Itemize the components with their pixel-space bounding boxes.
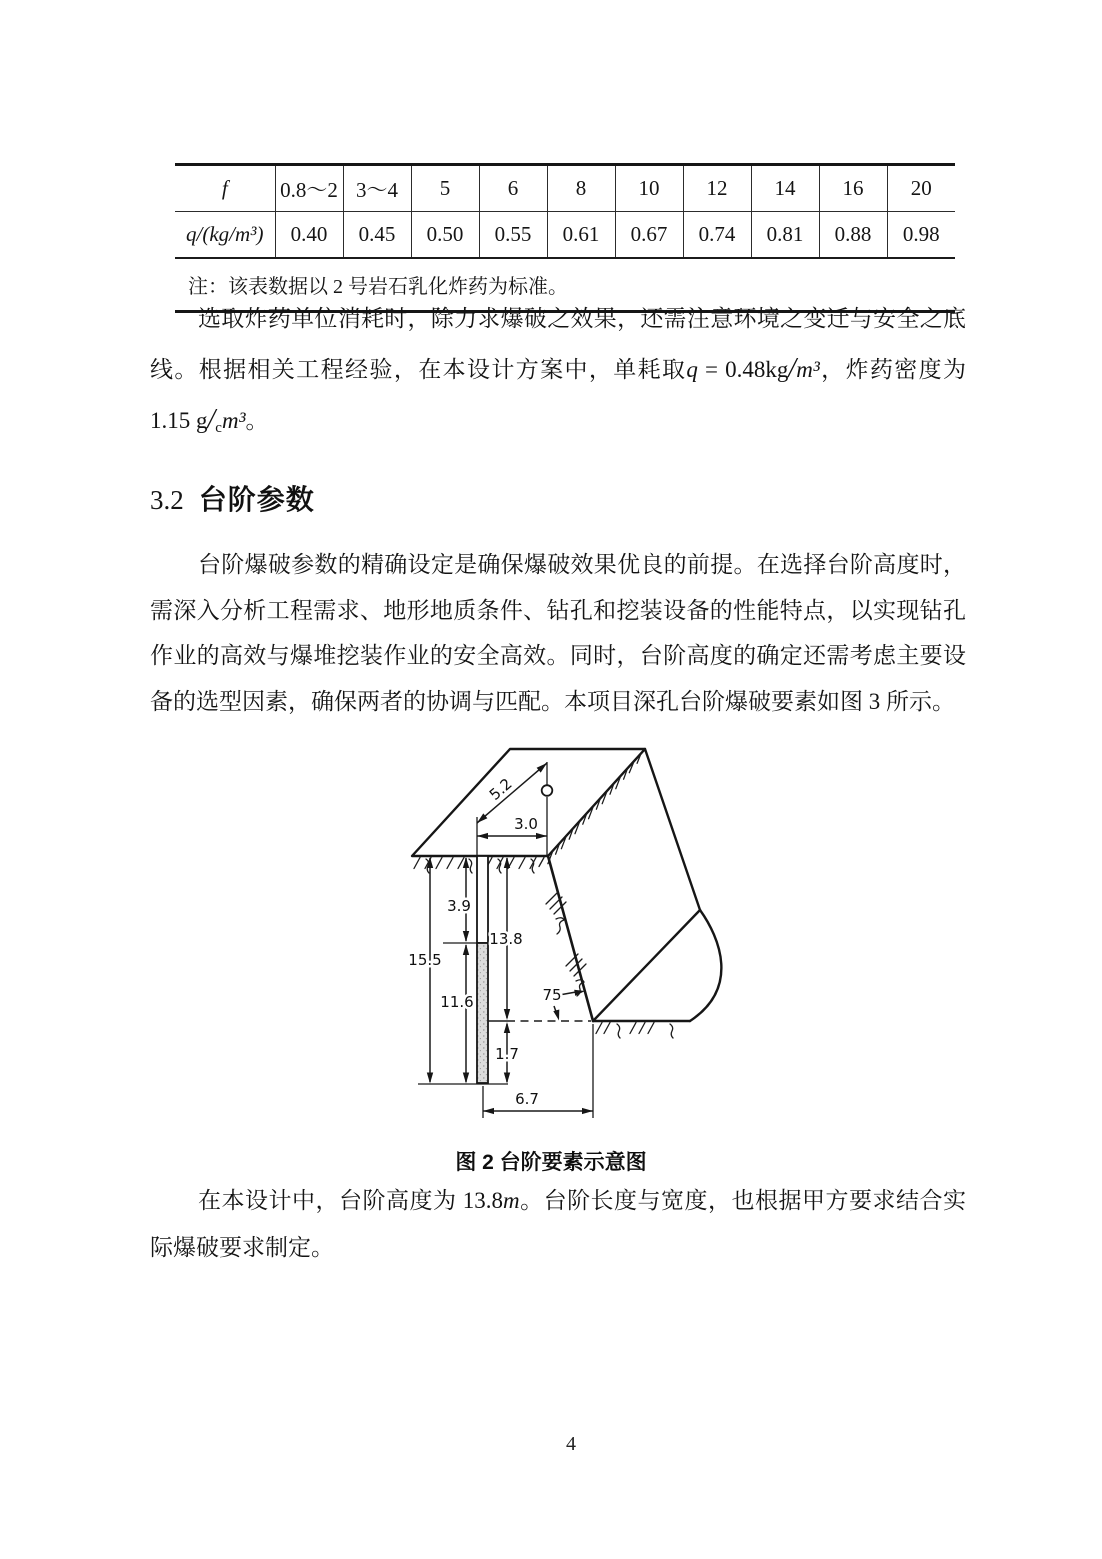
unit-g: g: [196, 408, 208, 433]
p1-mid: ，炸药密度为 1.15: [150, 357, 967, 433]
dim-spacing-label: 5.2: [485, 774, 516, 804]
paragraph-bench-parameters: 台阶爆破参数的精确设定是确保爆破效果优良的前提。在选择台阶高度时，需深入分析工程需求、地形地质条件、钻孔和挖装设备的性能特点，以实现钻孔作业的高效与爆堆挖装作业的安全高效。同时，台阶高度的确定还需考虑主要设备的选型因素，确保两者的协调与匹配。本项目深孔台阶爆破要素如图 3 所示。: [150, 552, 966, 714]
bench-outline: [412, 749, 721, 1021]
data-cell: 0.40: [275, 212, 343, 259]
row-label-q: q/(kg/m³): [175, 212, 275, 259]
stemming-column: [477, 856, 488, 943]
dim-stemming-label: 3.9: [447, 897, 471, 915]
variable-q: q: [686, 357, 698, 382]
unit-m3: m³: [221, 408, 246, 433]
dim-stemming: [447, 857, 471, 942]
explosive-consumption-table: [175, 163, 955, 313]
dim-charge-length: [440, 944, 473, 1084]
p3-post: 。台阶长度与宽度，也根据甲方要求结合实际爆破要求制定。: [150, 1188, 967, 1260]
data-cell: 0.50: [411, 212, 479, 259]
paragraph-bench-height: [150, 1177, 966, 1271]
dim-toe-distance: [483, 1090, 593, 1114]
data-cell: 0.81: [751, 212, 819, 259]
figure-caption: 图 2 台阶要素示意图: [455, 1151, 647, 1174]
p1-equals: = 0.48: [697, 357, 766, 382]
table-note: 注：该表数据以 2 号岩石乳化炸药为标准。: [188, 276, 568, 298]
unit-c-sub: c: [215, 420, 222, 436]
data-cell: 0.61: [547, 212, 615, 259]
dim-burden-label: 3.0: [514, 815, 538, 833]
p3-pre: 在本设计中，台阶高度为 13.8: [198, 1188, 503, 1213]
data-cell: 0.45: [343, 212, 411, 259]
header-cell: 20: [887, 165, 955, 212]
dim-hole-depth: [408, 857, 441, 1084]
unit-kg: kg: [765, 357, 789, 382]
slope-angle-annotation: [542, 986, 585, 1021]
bench-blasting-diagram: [380, 728, 760, 1148]
header-cell: 5: [411, 165, 479, 212]
data-cell: 0.98: [887, 212, 955, 259]
page-number: 4: [566, 1433, 576, 1455]
p1-text: 选取炸药单位消耗时，除力求爆破之效果，还需注意环境之变迁与安全之底线。根据相关工程经验，在本设计方案中，单耗取: [150, 306, 966, 382]
dim-subdrill: [495, 1022, 519, 1084]
unit-m: m: [502, 1188, 520, 1213]
fraction-slash: /: [207, 404, 216, 435]
header-cell: 8: [547, 165, 615, 212]
header-cell: 10: [615, 165, 683, 212]
adjacent-hole-circle: [542, 785, 553, 796]
p1-end: 。: [245, 408, 269, 433]
dim-toe-distance-label: 6.7: [515, 1090, 539, 1108]
header-cell: 16: [819, 165, 887, 212]
data-cell: 0.67: [615, 212, 683, 259]
data-cell: 0.74: [683, 212, 751, 259]
dim-subdrill-label: 1.7: [495, 1045, 519, 1063]
section-title: 台阶参数: [198, 484, 315, 515]
header-cell: 3～4: [343, 165, 411, 212]
slope-joint-marks: [546, 892, 586, 996]
dim-bench-height: [489, 857, 522, 1020]
header-cell: 0.8～2: [275, 165, 343, 212]
section-heading: [150, 478, 315, 518]
dim-charge-length-label: 11.6: [440, 993, 474, 1011]
borehole: [477, 856, 488, 1083]
table-data-row: [175, 212, 955, 259]
table-header-row: [175, 165, 955, 212]
dim-hole-depth-label: 15.5: [408, 951, 442, 969]
dim-burden: [477, 815, 547, 839]
header-cell: 12: [683, 165, 751, 212]
dim-bench-height-label: 13.8: [489, 930, 523, 948]
header-cell-f: f: [175, 165, 275, 212]
paragraph-unit-consumption: [150, 293, 966, 454]
header-cell: 6: [479, 165, 547, 212]
data-cell: 0.55: [479, 212, 547, 259]
slope-angle-label: 75: [542, 986, 562, 1004]
header-cell: 14: [751, 165, 819, 212]
data-cell: 0.88: [819, 212, 887, 259]
section-number: 3.2: [150, 485, 184, 515]
charge-column: [477, 943, 488, 1083]
fraction-slash: /: [788, 353, 797, 384]
unit-m3: m³: [796, 357, 820, 382]
